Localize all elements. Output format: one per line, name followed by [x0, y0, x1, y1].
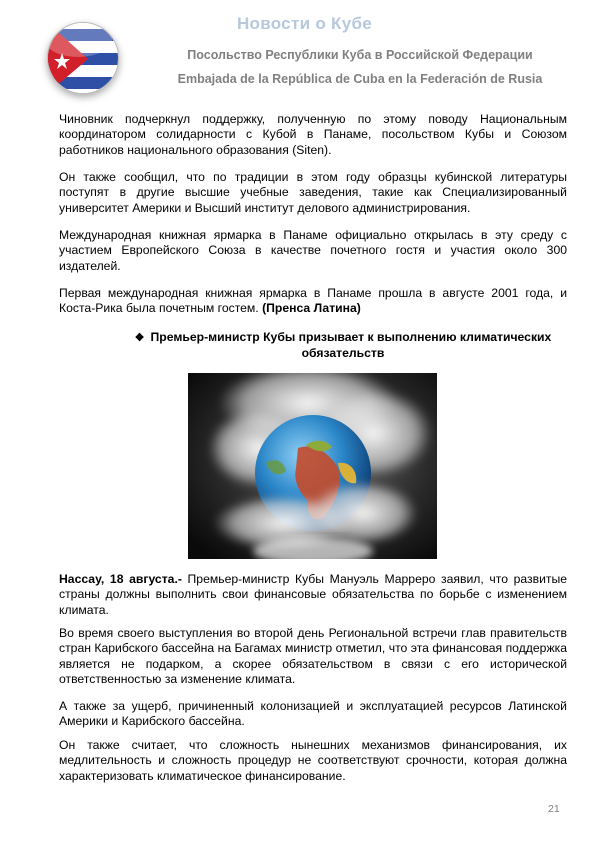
- section-heading: [118, 330, 568, 361]
- header-embassy-ru: Посольство Республики Куба в Российской Федерации: [187, 48, 533, 62]
- paragraph-literature: Он также сообщил, что по традиции в этом году образцы кубинской литературы поступят в другие высшие учебные заведения, такие как Специализированный университет Америки и Высший институт делового администрирования.: [59, 170, 567, 215]
- article-paragraph-2: Во время своего выступления во второй день Региональной встречи глав правительств стран Карибского бассейна на Багамах министр отметил, что эта финансовая поддержка является не подарком, а скорее обязательством в связи с его исторической ответственностью за изменение климата.: [59, 626, 567, 686]
- page-number: 21: [548, 803, 560, 815]
- header-embassy-es: Embajada de la República de Cuba en la Federación de Rusia: [177, 72, 543, 86]
- article-paragraph-3: А также за ущерб, причиненный колонизацией и эксплуатацией ресурсов Латинской Америки и Карибского бассейна.: [59, 699, 567, 729]
- diamond-bullet-icon: ❖: [134, 332, 145, 344]
- globe-smoke-photo: [188, 373, 437, 559]
- section-title: Премьер-министр Кубы призывает к выполнению климатических обязательств: [150, 330, 552, 360]
- article-lead: [59, 572, 567, 618]
- article-lead-text: Премьер-министр Кубы Мануэль Марреро заявил, что развитые страны должны выполнить свои финансовые обязательства по борьбе с изменением климата.: [59, 572, 567, 617]
- source-prensa-latina: (Пренса Латина): [262, 301, 361, 316]
- header-title: Новости о Кубе: [236, 14, 373, 33]
- paragraph-book-fair: Международная книжная ярмарка в Панаме официально открылась в эту среду с участием Европейского Союза в качестве почетного гостя и участия около 300 издателей.: [59, 228, 567, 273]
- paragraph-first-fair: [59, 286, 567, 317]
- article-paragraph-4: Он также считает, что сложность нынешних механизмов финансирования, их медлительность и сложность процедур не соответствуют срочности, которая должна характеризовать климатическое финансирование.: [59, 738, 567, 783]
- paragraph-solidarity: Чиновник подчеркнул поддержку, полученную по этому поводу Национальным координатором солидарности с Кубой в Панаме, посольством Кубы и Союзом работников национального образования (Siten).: [59, 112, 567, 157]
- first-fair-text: Первая международная книжная ярмарка в Панаме прошла в августе 2001 года, и Коста-Рика была почетным гостем.: [59, 286, 567, 316]
- article-dateline: Нассау, 18 августа.-: [59, 572, 182, 586]
